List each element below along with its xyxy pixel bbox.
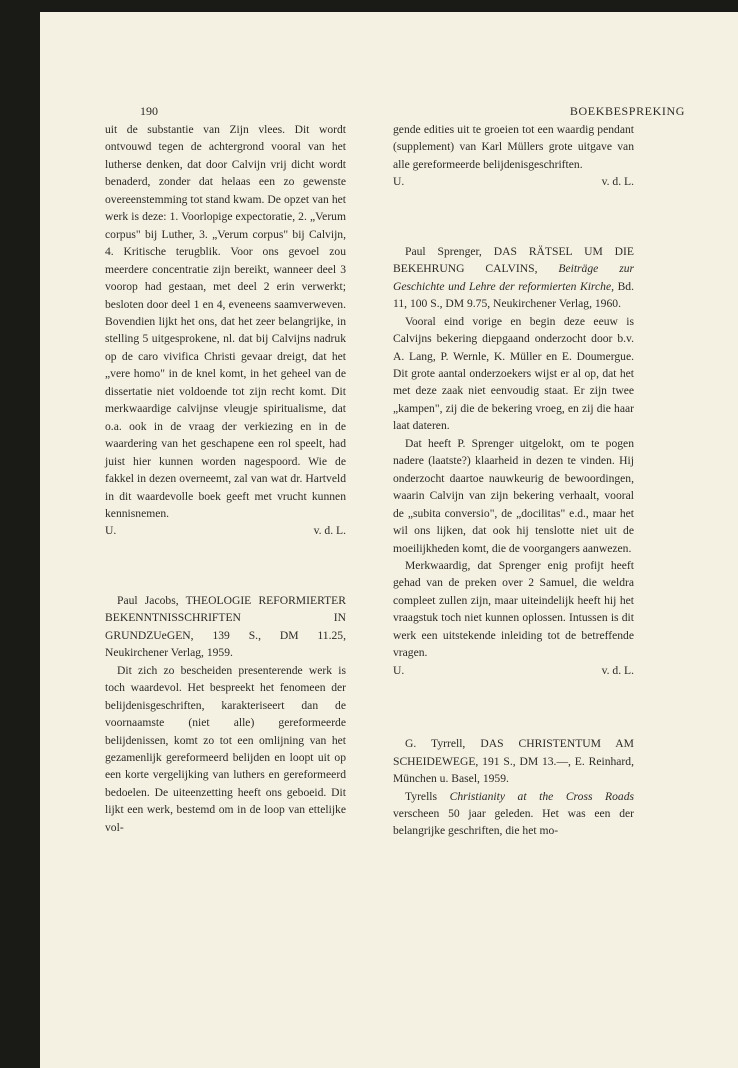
book-title: Christianity at the Cross Roads [449, 789, 634, 803]
review-paragraph: Dat heeft P. Sprenger uitgelokt, om te pogen nadere (laatste?) klaarheid in dezen te vinden. Hij onderzocht daartoe nauwkeurig de bewoordingen, waarin Calvijn van zijn bekering verhaalt, vooral de „subita conversio", de „docilitas" e.d., maar het wil ons lijken, dat ook hij tenslotte niet uit de moeilijkheden komt, die de voorgangers aanwezen. [393, 436, 634, 555]
page-number: 190 [140, 104, 158, 118]
signature-name: v. d. L. [313, 524, 346, 538]
signature-name: v. d. L. [601, 175, 634, 189]
review-paragraph [393, 788, 634, 840]
book-reference: G. Tyrrell, DAS CHRISTENTUM AM SCHEIDEWEGE, 191 S., DM 13.—, E. Reinhard, München u. Basel, 1959. [393, 737, 634, 786]
signature-initial: U. [393, 663, 405, 677]
book-author-title: Paul Sprenger, DAS RÄTSEL UM DIE BEKEHRUNG CALVINS, [393, 244, 634, 276]
review-paragraph: uit de substantie van Zijn vlees. Dit wordt ontvouwd tegen de achtergrond vooral van het lutherse denken, dat door Calvijn vrij dicht wordt benaderd, zonder dat helaas een zo gewenste overeenstemming tot stand kwam. De opzet van het werk is deze: 1. Voorlopige expectoratie, 2. „Verum corpus" bij Luther, 3. „Verum corpus" bij Calvijn, 4. Kritische terugblik. Voor ons gevoel zou meerdere concentratie zijn bereikt, wanneer deel 3 voorop had gestaan, met deel 2 erin verwerkt; besloten door deel 1 en 4, eveneens saamverweven. Bovendien lijkt het ons, dat het zeer belangrijke, in stelling 5 uitgesprokene, nl. dat bij Calvijns nadruk op de caro vivifica Christi gevaar dreigt, dat het „vere homo" in de knel komt, in het geheel van de dissertatie niet voldoende tot zijn recht komt. Dit merkwaardige calvijnse vleugje spiritualisme, dat o.a. ook in de vraag der verkiezing en in de waardering van het geschapene een rol speelt, had juist hier kunnen worden nagespoord. Wie de fakkel in dezen overneemt, zal van wat dr. Hartveld in dit waardevolle boek geeft met vrucht kunnen kennisnemen. [105, 123, 346, 520]
signature-initial: U. [393, 175, 405, 189]
review-paragraph: gende edities uit te groeien tot een waardig pendant (supplement) van Karl Müllers grote uitgave van alle gereformeerde belijdenisgeschriften. [393, 123, 634, 171]
reviewer-signature [105, 522, 346, 539]
signature-name: v. d. L. [601, 663, 634, 677]
reviewer-signature [393, 662, 634, 679]
review-paragraph: Dit zich zo bescheiden presenterende werk is toch waardevol. Het bespreekt het fenomeen der belijdenisgeschriften, karakteriseert dan de voornaamste (niet alle) gereformeerde belijdenissen, komt zo tot een omlijning van het gezamenlijk gereformeerd belijden en loopt uit op een korte vergelijking van luthers en gereformeerd bedoelen. De uiteenzetting heeft ons geboeid. Dit lijkt een werk, bestemd om in de loop van ettelijke vol- [105, 663, 346, 834]
review-paragraph: Vooral eind vorige en begin deze eeuw is Calvijns bekering diepgaand onderzocht door b.v. A. Lang, P. Wernle, K. Müller en E. Doumergue. Dit grote aantal onderzoekers wijst er al op, dat het met deze zaak niet eenvoudig staat. Er zijn twee „kampen", zij die de bekering vroeg, en zij die haar laat dateren. [393, 314, 634, 433]
book-reference: Paul Jacobs, THEOLOGIE REFORMIERTER BEKENNTNISSCHRIFTEN IN GRUNDZUeGEN, 139 S., DM 11.25, Neukirchener Verlag, 1959. [105, 593, 346, 660]
paragraph-text: verscheen 50 jaar geleden. Het was een der belangrijke geschriften, die het mo- [393, 806, 634, 838]
running-title: BOEKBESPREKING [569, 104, 685, 118]
reviewer-signature [393, 173, 634, 190]
book-details: Bd. 11, 100 S., DM 9.75, Neukirchener Verlag, 1960. [393, 279, 635, 311]
signature-initial: U. [105, 524, 117, 538]
left-column [105, 121, 346, 836]
review-paragraph: Merkwaardig, dat Sprenger enig profijt heeft gehad van de preken over 2 Samuel, die weldra compleet zullen zijn, maar uiteindelijk heeft hij het vraagstuk toch niet kunnen oplossen. Intussen is dit werk een uitstekende inleiding tot de betreffende vragen. [393, 558, 634, 660]
book-series: Beiträge zur Geschichte und Lehre der reformierten Kirche, [393, 262, 635, 293]
right-column [393, 121, 634, 840]
author-name: Tyrells [405, 789, 438, 803]
book-reference [393, 243, 634, 313]
